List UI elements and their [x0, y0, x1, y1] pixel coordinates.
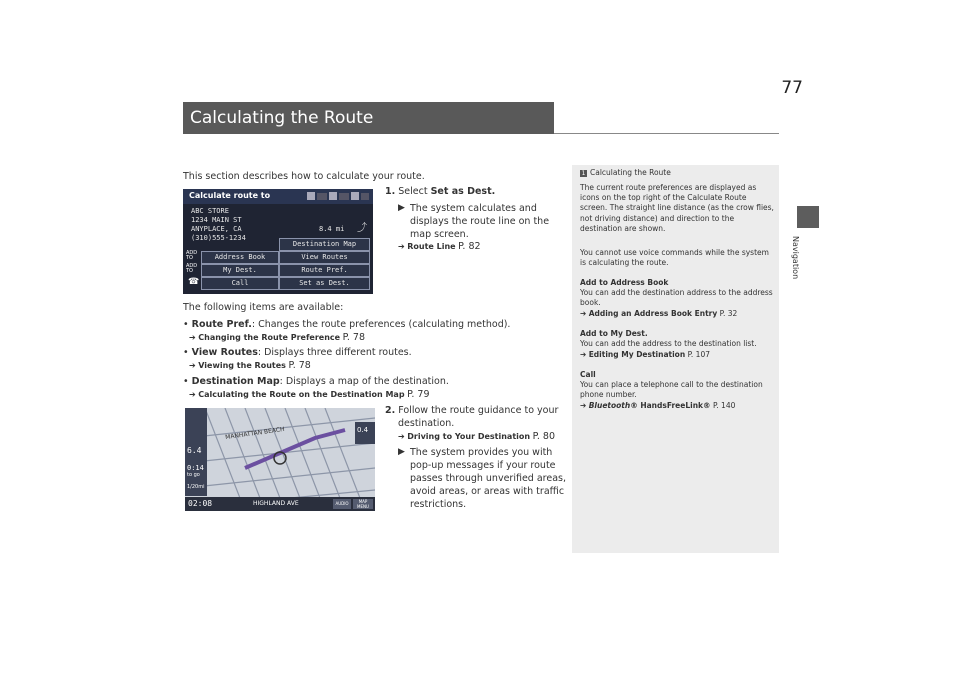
page-number: 77 — [781, 78, 803, 98]
note-icon: 1 — [581, 170, 586, 177]
direction-arrow-icon: ⤴ — [357, 223, 367, 234]
notes-add-book-text: You can add the destination address to the address book. — [580, 288, 773, 308]
step1-number: 1. — [385, 186, 396, 197]
step2-result — [410, 446, 566, 511]
screen-title: Calculate route to — [189, 191, 271, 200]
step2-ref-link[interactable] — [398, 431, 555, 442]
section-title: Calculating the Route — [190, 108, 374, 128]
step1-result-line: The system calculates and — [410, 203, 537, 214]
notes-call-title: Call — [580, 370, 596, 379]
ref-arrow-icon: ➔ — [398, 242, 405, 251]
phone-icon: ☎ — [188, 277, 200, 287]
map-screen — [185, 408, 375, 511]
ref-title: Viewing the Routes — [198, 361, 286, 370]
screen-distance: 8.4 mi — [319, 225, 345, 233]
item-destination-map: • Destination Map: Displays a map of the destination. — [183, 376, 449, 387]
ref-page: P. 107 — [687, 350, 711, 359]
result-arrow-icon: ▶ — [398, 203, 405, 213]
side-tab — [784, 236, 834, 296]
distance-to-go: 6.4 — [187, 446, 202, 455]
step1-result-line: map screen. — [410, 229, 469, 240]
view-routes-button[interactable]: View Routes — [279, 251, 370, 264]
screen-address-line: ANYPLACE, CA — [191, 225, 242, 233]
time-to-go: 0:14 — [187, 464, 204, 472]
screen-address-line: (310)555-1234 — [191, 234, 246, 242]
ref-arrow-icon: ➔ — [398, 432, 405, 441]
address-book-button[interactable]: Address Book — [201, 251, 279, 264]
map-menu-button[interactable]: MAP MENU — [353, 499, 373, 509]
notes-my-dest-title: Add to My Dest. — [580, 329, 648, 338]
street-name: HIGHLAND AVE — [253, 500, 299, 507]
step1-ref-link[interactable] — [398, 241, 481, 252]
ref-page: P. 78 — [288, 360, 311, 371]
ref-arrow-icon: ➔ — [580, 309, 587, 318]
audio-button[interactable]: AUDIO — [333, 499, 351, 509]
ref-title: Editing My Destination — [588, 350, 686, 359]
clock: 02:08 — [188, 499, 213, 508]
item-route-pref: • Route Pref.: Changes the route preferences (calculating method). — [183, 319, 511, 330]
next-turn-distance: 0.4 — [357, 426, 369, 434]
step2-number: 2. — [385, 405, 396, 416]
item-title: Route Pref. — [191, 319, 252, 330]
ref-page: P. 79 — [407, 389, 430, 400]
ref-title: Changing the Route Preference — [198, 333, 341, 342]
screen-address-line: ABC STORE — [191, 207, 229, 215]
step1 — [385, 185, 495, 198]
item-text: : Changes the route preferences (calculating method). — [251, 319, 511, 330]
area-label: MANHATTAN BEACH — [224, 425, 285, 442]
notes-add-book-ref[interactable] — [580, 309, 775, 319]
ref-title: Calculating the Route on the Destination Map — [198, 390, 405, 399]
item-text: : Displays three different routes. — [257, 347, 412, 358]
step2-result-line: The system provides you with — [410, 447, 553, 458]
intro-text: This section describes how to calculate your route. — [183, 171, 425, 182]
ref-title-italic: Bluetooth — [588, 401, 631, 410]
ref-page: P. 80 — [532, 431, 556, 442]
item-title: Destination Map — [191, 376, 280, 387]
destination-map-button[interactable]: Destination Map — [279, 238, 370, 251]
calculate-route-screen — [183, 189, 373, 294]
ref-title: ® HandsFreeLink® — [630, 401, 711, 410]
ref-page: P. 82 — [458, 241, 481, 252]
map-graphic — [185, 408, 375, 511]
notes-header-text: Calculating the Route — [590, 168, 671, 177]
item-title: View Routes — [191, 347, 258, 358]
step2-line2: destination. — [398, 418, 455, 429]
notes-header — [580, 168, 775, 178]
add-icon: ADD TO — [186, 263, 198, 274]
ref-page: P. 140 — [712, 401, 736, 410]
title-rule — [554, 133, 779, 134]
ref-title: Driving to Your Destination — [407, 432, 531, 441]
step2-result-line: pop-up messages if your route — [410, 460, 556, 471]
ref-title: Route Line — [407, 242, 456, 251]
ref-page: P. 78 — [342, 332, 366, 343]
item-view-routes: • View Routes: Displays three different routes. — [183, 347, 412, 358]
notes-p2: You cannot use voice commands while the system is calculating the route. — [580, 248, 769, 268]
step2-result-line: avoid areas, or areas with traffic — [410, 486, 565, 497]
set-as-dest-button[interactable]: Set as Dest. — [279, 277, 370, 290]
route-pref-icons — [307, 192, 369, 201]
route-pref-button[interactable]: Route Pref. — [279, 264, 370, 277]
notes-my-dest-ref[interactable] — [580, 350, 775, 360]
ref-arrow-icon: ➔ — [189, 390, 196, 399]
step1-result — [410, 202, 549, 241]
ref-page: P. 32 — [719, 309, 738, 318]
ref-title: Adding an Address Book Entry — [588, 309, 718, 318]
step2 — [385, 404, 558, 417]
to-go-label: to go — [187, 472, 200, 478]
ref-arrow-icon: ➔ — [580, 350, 587, 359]
map-scale: 1/20mi — [187, 484, 205, 490]
notes-p1: The current route preferences are displayed as icons on the top right of the Calculate Route screen. The straight line distance (as the crow flies, not driving distance) and direction to the destination are shown. — [580, 183, 774, 233]
ref-arrow-icon: ➔ — [189, 361, 196, 370]
step2-line: Follow the route guidance to your — [398, 405, 559, 416]
item-text: : Displays a map of the destination. — [279, 376, 449, 387]
step2-result-line: passes through unverified areas, — [410, 473, 566, 484]
items-intro: The following items are available: — [183, 302, 344, 313]
side-tab-label: Navigation — [791, 236, 800, 280]
step1-target: Set as Dest. — [430, 186, 496, 197]
step2-result-line: restrictions. — [410, 499, 467, 510]
add-icon: ADD TO — [186, 250, 198, 261]
side-tab-marker — [797, 206, 819, 228]
item-ref-link[interactable] — [189, 360, 311, 371]
notes-my-dest-text: You can add the address to the destination list. — [580, 339, 757, 348]
my-dest-button[interactable]: My Dest. — [201, 264, 279, 277]
notes-call-text: You can place a telephone call to the destination phone number. — [580, 380, 763, 400]
notes-add-book-title: Add to Address Book — [580, 278, 669, 287]
notes-column — [572, 165, 779, 553]
step1-text: Select — [398, 186, 431, 197]
item-ref-link[interactable] — [189, 389, 430, 400]
ref-arrow-icon: ➔ — [580, 401, 587, 410]
ref-arrow-icon: ➔ — [189, 333, 196, 342]
result-arrow-icon: ▶ — [398, 447, 405, 457]
call-button[interactable]: Call — [201, 277, 279, 290]
step1-result-line: displays the route line on the — [410, 216, 550, 227]
screen-address-line: 1234 MAIN ST — [191, 216, 242, 224]
notes-call-ref[interactable] — [580, 401, 775, 411]
item-ref-link[interactable] — [189, 332, 365, 343]
